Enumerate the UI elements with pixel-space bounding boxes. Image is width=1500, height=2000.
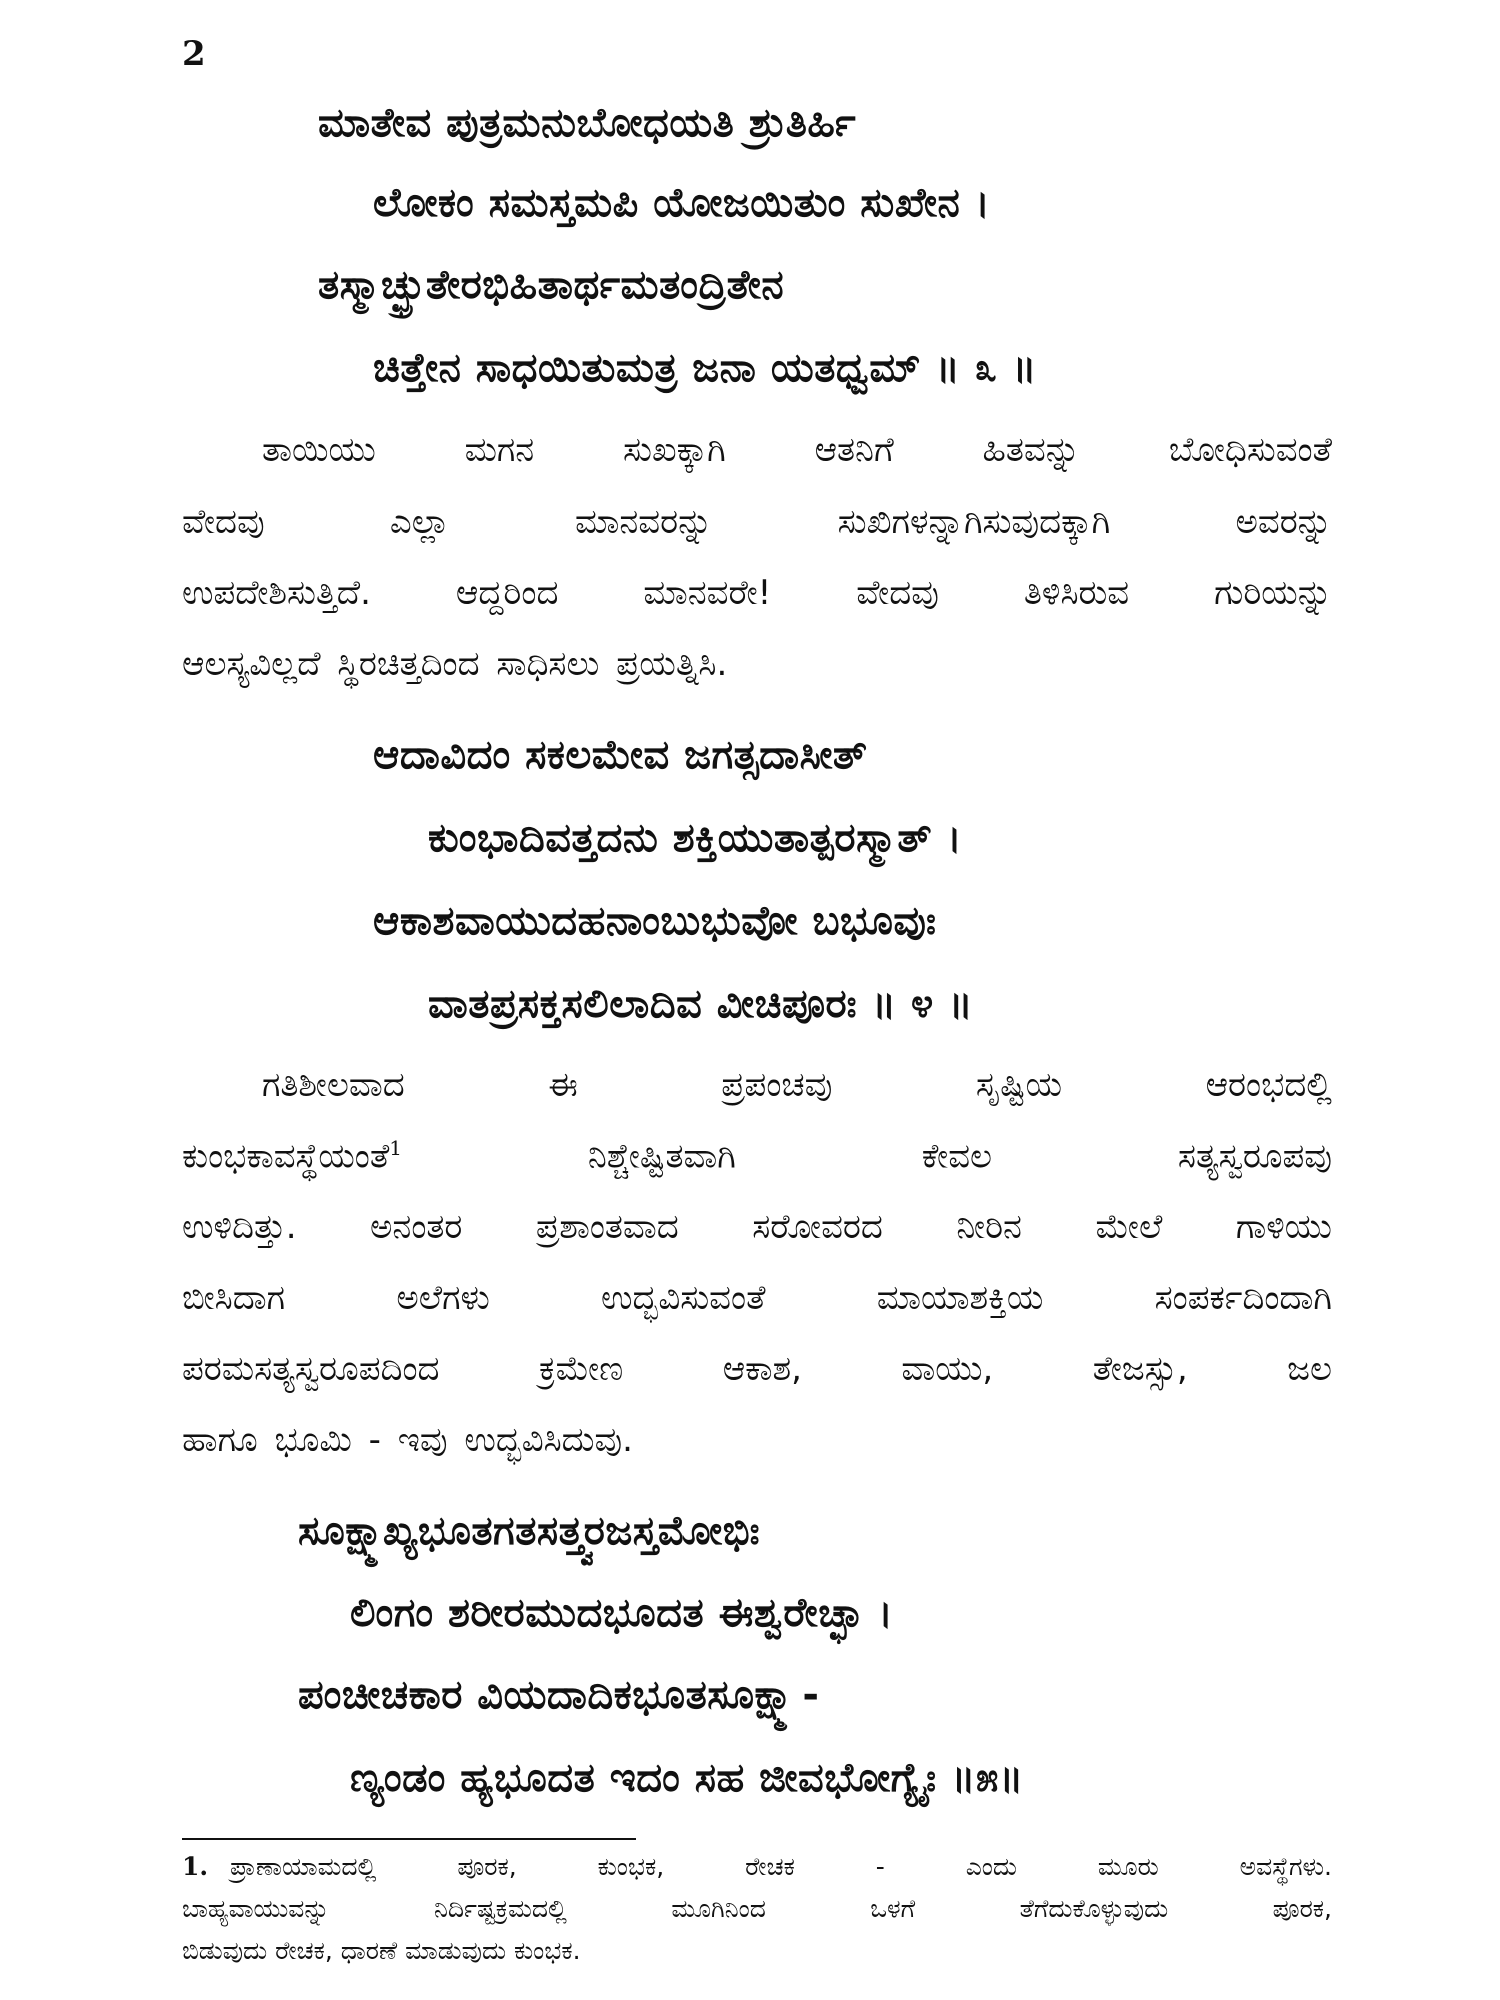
paragraph-2-line-6: ಹಾಗೂ ಭೂಮಿ - ಇವು ಉದ್ಭವಿಸಿದುವು. — [182, 1420, 633, 1460]
verse-5-line-3: ಪಂಚೀಚಕಾರ ವಿಯದಾದಿಕಭೂತಸೂಕ್ಷ್ಮಾ- — [298, 1672, 820, 1718]
footnote-line-3: ಬಿಡುವುದು ರೇಚಕ, ಧಾರಣೆ ಮಾಡುವುದು ಕುಂಭಕ. — [182, 1936, 581, 1965]
paragraph-2-line-5: ಪರಮಸತ್ಯಸ್ವರೂಪದಿಂದ ಕ್ರಮೇಣ ಆಕಾಶ, ವಾಯು, ತೇಜಸ್ಸು, ಜಲ — [182, 1349, 1332, 1389]
paragraph-2-line-1: ಗತಿಶೀಲವಾದ ಈ ಪ್ರಪಂಚವು ಸೃಷ್ಟಿಯ ಆರಂಭದಲ್ಲಿ — [262, 1065, 1332, 1105]
paragraph-2-line-2-end: ನಿಶ್ಚೇಷ್ಟಿತವಾಗಿ ಕೇವಲ ಸತ್ಯಸ್ವರೂಪವು — [587, 1136, 1332, 1177]
verse-5-line-2: ಲಿಂಗಂ ಶರೀರಮುದಭೂದತ ಈಶ್ವರೇಚ್ಛಾ । — [350, 1590, 894, 1636]
paragraph-1-line-2: ವೇದವು ಎಲ್ಲಾ ಮಾನವರನ್ನು ಸುಖಿಗಳನ್ನಾಗಿಸುವುದಕ್ಕಾಗಿ ಅವರನ್ನು — [182, 502, 1332, 542]
footnote-divider — [182, 1838, 636, 1840]
verse-3-line-3: ತಸ್ಮಾಚ್ಛ್ರುತೇರಭಿಹಿತಾರ್ಥಮತಂದ್ರಿತೇನ — [318, 262, 785, 308]
verse-4-line-3: ಆಕಾಶವಾಯುದಹನಾಂಬುಭುವೋ ಬಭೂವುಃ — [373, 898, 937, 944]
paragraph-2-line-3: ಉಳಿದಿತ್ತು. ಅನಂತರ ಪ್ರಶಾಂತವಾದ ಸರೋವರದ ನೀರಿನ ಮೇಲೆ ಗಾಳಿಯು — [182, 1207, 1332, 1247]
verse-4-line-2: ಕುಂಭಾದಿವತ್ತದನು ಶಕ್ತಿಯುತಾತ್ಪರಸ್ಮಾತ್ । — [428, 815, 963, 861]
verse-3-line-4: ಚಿತ್ತೇನ ಸಾಧಯಿತುಮತ್ರ ಜನಾ ಯತಧ್ವಮ್ ॥ ೩ ॥ — [373, 345, 1037, 391]
paragraph-2-line-4: ಬೀಸಿದಾಗ ಅಲೆಗಳು ಉದ್ಭವಿಸುವಂತೆ ಮಾಯಾಶಕ್ತಿಯ ಸಂಪರ್ಕದಿಂದಾಗಿ — [182, 1278, 1332, 1318]
paragraph-2-line-2-start: ಕುಂಭಕಾವಸ್ಥೆಯಂತೆ — [182, 1136, 390, 1177]
paragraph-1-line-4: ಆಲಸ್ಯವಿಲ್ಲದೆ ಸ್ಥಿರಚಿತ್ತದಿಂದ ಸಾಧಿಸಲು ಪ್ರಯತ್ನಿಸಿ. — [182, 644, 728, 684]
paragraph-2-line-2 — [182, 1136, 1332, 1176]
verse-5-line-4: ಣ್ಯಂಡಂ ಹ್ಯಭೂದತ ಇದಂ ಸಹ ಜೀವಭೋಗ್ಯೈಃ ॥೫॥ — [350, 1755, 1024, 1801]
footnote-line-2: ಬಾಹ್ಯವಾಯುವನ್ನು ನಿರ್ದಿಷ್ಟಕ್ರಮದಲ್ಲಿ ಮೂಗಿನಿಂದ ಒಳಗೆ ತೆಗೆದುಕೊಳ್ಳುವುದು ಪೂರಕ, — [182, 1894, 1332, 1923]
footnote-line-1 — [182, 1852, 1332, 1882]
footnote-line-1-text: ಪ್ರಾಣಾಯಾಮದಲ್ಲಿ ಪೂರಕ, ಕುಂಭಕ, ರೇಚಕ - ಎಂದು ಮೂರು ಅವಸ್ಥೆಗಳು. — [230, 1852, 1333, 1881]
verse-4-line-1: ಆದಾವಿದಂ ಸಕಲಮೇವ ಜಗತ್ಸದಾಸೀತ್ — [373, 732, 868, 778]
paragraph-1-line-3: ಉಪದೇಶಿಸುತ್ತಿದೆ. ಆದ್ದರಿಂದ ಮಾನವರೇ! ವೇದವು ತಿಳಿಸಿರುವ ಗುರಿಯನ್ನು — [182, 573, 1332, 613]
verse-3-line-1: ಮಾತೇವ ಪುತ್ರಮನುಬೋಧಯತಿ ಶ್ರುತಿರ್ಹಿ — [318, 100, 857, 146]
verse-3-line-2: ಲೋಕಂ ಸಮಸ್ತಮಪಿ ಯೋಜಯಿತುಂ ಸುಖೇನ । — [373, 180, 991, 226]
page-number: 2 — [182, 34, 206, 74]
footnote-ref-1[interactable]: 1 — [389, 1136, 402, 1160]
footnote-number: 1. — [182, 1852, 209, 1881]
paragraph-1-line-1: ತಾಯಿಯು ಮಗನ ಸುಖಕ್ಕಾಗಿ ಆತನಿಗೆ ಹಿತವನ್ನು ಬೋಧಿಸುವಂತೆ — [262, 430, 1332, 470]
verse-5-line-1: ಸೂಕ್ಷ್ಮಾಖ್ಯಭೂತಗತಸತ್ತ್ವರಜಸ್ತಮೋಭಿಃ — [298, 1508, 761, 1554]
verse-4-line-4: ವಾತಪ್ರಸಕ್ತಸಲಿಲಾದಿವ ವೀಚಿಪೂರಃ ॥ ೪ ॥ — [428, 981, 974, 1027]
